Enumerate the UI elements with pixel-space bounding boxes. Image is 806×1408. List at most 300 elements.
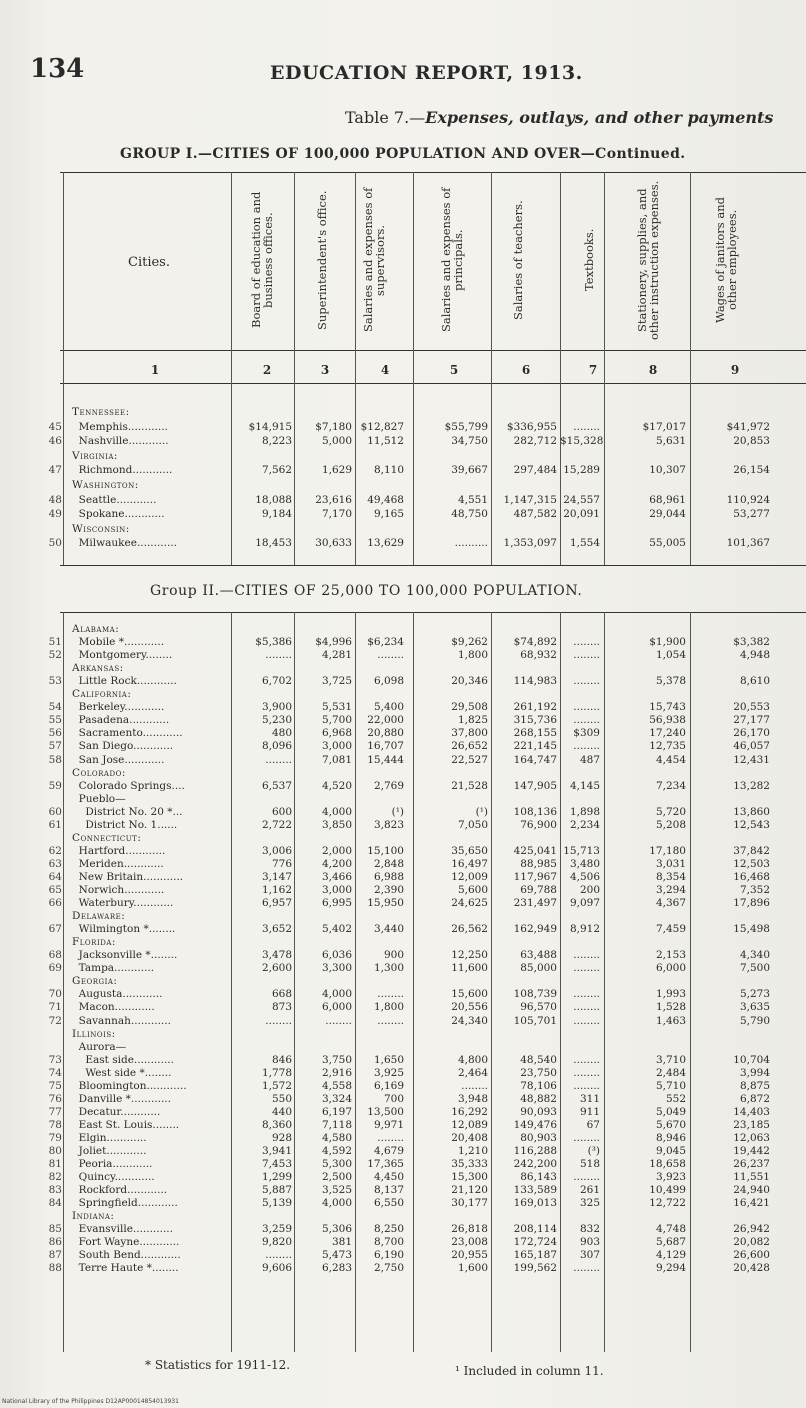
row-number: 88 — [48, 1262, 62, 1275]
city-name: Pueblo— — [72, 792, 126, 805]
cell-value: 5,306 — [321, 1223, 352, 1236]
cell-value: 12,009 — [451, 870, 488, 883]
cell-value: 9,045 — [655, 1145, 686, 1157]
city-name: Springfield............ — [72, 1197, 178, 1210]
city-name: Bloomington............ — [72, 1079, 187, 1092]
table-row — [0, 805, 806, 819]
table-row — [0, 961, 806, 975]
row-number: 55 — [48, 714, 62, 727]
cell-value: 86,143 — [520, 1171, 557, 1184]
column-number: 1 — [150, 363, 160, 377]
cell-value: $336,955 — [506, 420, 557, 433]
cell-value: 1,300 — [373, 962, 404, 975]
cell-value: 7,081 — [321, 753, 352, 766]
cell-value: 3,478 — [261, 949, 292, 962]
column-number: 6 — [521, 363, 531, 377]
city-name: Peoria............ — [72, 1158, 153, 1171]
row-number: 65 — [48, 884, 62, 896]
cell-value: 4,592 — [321, 1145, 352, 1157]
city-name: Rockford............ — [72, 1184, 168, 1197]
cell-value: 9,820 — [261, 1236, 292, 1249]
cell-value: 88,985 — [520, 857, 557, 870]
cell-value: 3,725 — [321, 675, 352, 688]
table-row — [0, 1053, 806, 1067]
cell-value: 17,180 — [649, 844, 686, 857]
table-row — [0, 987, 806, 1001]
cell-value: 3,006 — [261, 844, 292, 857]
table-row — [0, 1131, 806, 1145]
cell-value: 117,967 — [513, 870, 557, 883]
group2-title: Group II.—CITIES OF 25,000 TO 100,000 POPULATION. — [150, 583, 583, 599]
table-row — [0, 493, 806, 507]
cell-value: 7,500 — [739, 962, 770, 975]
cell-value: 26,562 — [451, 923, 488, 936]
city-name: South Bend............ — [72, 1249, 181, 1262]
city-name: Berkeley............ — [72, 701, 165, 714]
row-number: 49 — [48, 508, 62, 521]
cell-value: 9,097 — [569, 897, 600, 910]
cell-value: 23,185 — [733, 1118, 770, 1131]
cell-value: 9,294 — [655, 1262, 686, 1275]
cell-value: 550 — [271, 1092, 292, 1105]
cell-value: 35,650 — [451, 844, 488, 857]
cell-value: 440 — [271, 1105, 292, 1118]
cell-value: 6,550 — [373, 1197, 404, 1210]
cell-value: 381 — [331, 1236, 352, 1249]
column-number: 2 — [262, 363, 272, 377]
cell-value: 15,300 — [451, 1171, 488, 1184]
cell-value: 5,378 — [655, 675, 686, 688]
cell-value: 147,905 — [513, 779, 557, 792]
cell-value: 7,050 — [457, 818, 488, 831]
city-name: Joliet............ — [72, 1145, 147, 1157]
cell-value: 3,652 — [261, 923, 292, 936]
cell-value: 4,000 — [321, 805, 352, 818]
cell-value: 307 — [579, 1249, 600, 1262]
table-row — [0, 463, 806, 477]
table-row — [0, 1092, 806, 1106]
table-row — [0, 1157, 806, 1171]
city-name: Augusta............ — [72, 988, 163, 1001]
cell-value: 425,041 — [513, 844, 557, 857]
cell-value: 3,031 — [655, 857, 686, 870]
table-row — [0, 818, 806, 832]
cell-value: (³) — [587, 1145, 600, 1157]
cell-value: 2,464 — [457, 1066, 488, 1079]
cell-value: 776 — [271, 857, 292, 870]
cell-value: 4,129 — [655, 1249, 686, 1262]
cell-value: 23,750 — [520, 1066, 557, 1079]
cell-value: $309 — [573, 727, 600, 740]
cell-value: ........ — [377, 988, 404, 1001]
cell-value: 15,444 — [367, 753, 404, 766]
cell-value: 4,450 — [373, 1171, 404, 1184]
cell-value: 8,223 — [261, 435, 292, 448]
cell-value: .......... — [454, 537, 488, 550]
column-number: 5 — [449, 363, 459, 377]
cell-value: 1,162 — [261, 884, 292, 896]
row-number: 59 — [48, 779, 62, 792]
cell-value: ........ — [265, 753, 292, 766]
cell-value: ........ — [573, 1001, 600, 1014]
cell-value: 4,454 — [655, 753, 686, 766]
table-row — [0, 726, 806, 740]
cell-value: ........ — [573, 740, 600, 753]
city-name: West side *........ — [72, 1066, 172, 1079]
cell-value: 17,240 — [649, 727, 686, 740]
cell-value: $17,017 — [642, 420, 686, 433]
cell-value: 26,154 — [733, 464, 770, 477]
cell-value: 900 — [383, 949, 404, 962]
cities-column-header: Cities. — [128, 255, 170, 270]
cell-value: 20,556 — [451, 1001, 488, 1014]
cell-value: 2,916 — [321, 1066, 352, 1079]
cell-value: 208,114 — [513, 1223, 557, 1236]
cell-value: ........ — [573, 988, 600, 1001]
table-row — [0, 420, 806, 434]
cell-value: 4,748 — [655, 1223, 686, 1236]
cell-value: 2,234 — [569, 818, 600, 831]
cell-value: 1,572 — [261, 1079, 292, 1092]
cell-value: 18,453 — [255, 537, 292, 550]
cell-value: 12,250 — [451, 949, 488, 962]
cell-value: 9,165 — [373, 508, 404, 521]
cell-value: 15,100 — [367, 844, 404, 857]
cell-value: $9,262 — [451, 636, 488, 649]
city-name: Decatur............ — [72, 1105, 161, 1118]
city-name: Aurora— — [72, 1040, 127, 1053]
cell-value: 1,554 — [569, 537, 600, 550]
cell-value: 6,098 — [373, 675, 404, 688]
city-name: Little Rock............ — [72, 675, 177, 688]
table-row — [0, 1183, 806, 1197]
cell-value: 10,307 — [649, 464, 686, 477]
cell-value: ........ — [573, 1066, 600, 1079]
table-row — [0, 648, 806, 662]
cell-value: 24,625 — [451, 897, 488, 910]
cell-value: 3,710 — [655, 1053, 686, 1066]
cell-value: 26,600 — [733, 1249, 770, 1262]
row-number: 64 — [48, 870, 62, 883]
cell-value: 487,582 — [513, 508, 557, 521]
table-row — [0, 536, 806, 550]
city-name: District No. 20 *... — [72, 805, 183, 818]
cell-value: 10,499 — [649, 1184, 686, 1197]
cell-value: 3,850 — [321, 818, 352, 831]
row-number: 80 — [48, 1145, 62, 1157]
cell-value: 48,882 — [520, 1092, 557, 1105]
cell-value: 12,722 — [649, 1197, 686, 1210]
city-name: Milwaukee............ — [72, 537, 177, 550]
cell-value: 172,724 — [513, 1236, 557, 1249]
city-name: Montgomery........ — [72, 649, 173, 662]
table-row — [0, 870, 806, 884]
table-row — [0, 674, 806, 688]
cell-value: 873 — [271, 1001, 292, 1014]
cell-value: 2,600 — [261, 962, 292, 975]
cell-value: 12,063 — [733, 1131, 770, 1144]
cell-value: 199,562 — [513, 1262, 557, 1275]
cell-value: 20,428 — [733, 1262, 770, 1275]
cell-value: 6,000 — [321, 1001, 352, 1014]
cell-value: 169,013 — [513, 1197, 557, 1210]
cell-value: 3,923 — [655, 1171, 686, 1184]
table-row — [0, 844, 806, 858]
city-name: Jacksonville *........ — [72, 949, 178, 962]
state-name: Delaware: — [72, 910, 126, 923]
cell-value: 56,938 — [649, 714, 686, 727]
cell-value: 3,294 — [655, 884, 686, 896]
cell-value: 3,900 — [261, 701, 292, 714]
cell-value: 5,531 — [321, 701, 352, 714]
cell-value: 1,353,097 — [503, 537, 557, 550]
cell-value: 6,197 — [321, 1105, 352, 1118]
cell-value: 22,527 — [451, 753, 488, 766]
col-header-textbooks: Textbooks. — [582, 228, 596, 292]
cell-value: 35,333 — [451, 1158, 488, 1171]
cell-value: 17,365 — [367, 1158, 404, 1171]
cell-value: 7,453 — [261, 1158, 292, 1171]
cell-value: 3,994 — [739, 1066, 770, 1079]
city-name: Wilmington *........ — [72, 923, 176, 936]
column-number: 3 — [320, 363, 330, 377]
row-number: 48 — [48, 493, 62, 506]
state-name: Indiana: — [72, 1210, 115, 1223]
cell-value: 96,570 — [520, 1001, 557, 1014]
row-number: 82 — [48, 1171, 62, 1184]
cell-value: 668 — [271, 988, 292, 1001]
cell-value: 6,872 — [739, 1092, 770, 1105]
state-heading-row — [0, 522, 806, 536]
state-name: Arkansas: — [72, 662, 124, 675]
cell-value: 4,145 — [569, 779, 600, 792]
table-row — [0, 1014, 806, 1028]
cell-value: 9,184 — [261, 508, 292, 521]
cell-value: ........ — [573, 675, 600, 688]
cell-value: 15,498 — [733, 923, 770, 936]
cell-value: 4,520 — [321, 779, 352, 792]
cell-value: 69,788 — [520, 884, 557, 896]
cell-value: 21,120 — [451, 1184, 488, 1197]
cell-value: 80,903 — [520, 1131, 557, 1144]
cell-value: ........ — [573, 1171, 600, 1184]
table-caption — [345, 108, 773, 127]
cell-value: 149,476 — [513, 1118, 557, 1131]
table-row — [0, 1079, 806, 1093]
city-name: San Jose............ — [72, 753, 165, 766]
cell-value: $1,900 — [649, 636, 686, 649]
cell-value: 5,687 — [655, 1236, 686, 1249]
cell-value: 26,170 — [733, 727, 770, 740]
cell-value: 2,722 — [261, 818, 292, 831]
cell-value: 1,528 — [655, 1001, 686, 1014]
table-row — [0, 883, 806, 897]
cell-value: $15,328 — [560, 435, 604, 448]
cell-value: 116,288 — [513, 1145, 557, 1157]
cell-value: 8,096 — [261, 740, 292, 753]
cell-value: 49,468 — [367, 493, 404, 506]
cell-value: 8,354 — [655, 870, 686, 883]
col-header-supervisors: Salaries and expenses of supervisors. — [361, 187, 387, 333]
cell-value: 3,823 — [373, 818, 404, 831]
cell-value: 700 — [383, 1092, 404, 1105]
cell-value: 2,000 — [321, 844, 352, 857]
cell-value: 162,949 — [513, 923, 557, 936]
cell-value: ........ — [377, 1131, 404, 1144]
row-number: 84 — [48, 1197, 62, 1210]
cell-value: 2,484 — [655, 1066, 686, 1079]
state-name: Connecticut: — [72, 831, 142, 844]
cell-value: 282,712 — [513, 435, 557, 448]
table-row — [0, 1118, 806, 1132]
cell-value: ........ — [265, 1249, 292, 1262]
city-name: San Diego............ — [72, 740, 174, 753]
state-name: Tennessee: — [72, 406, 130, 418]
cell-value: 20,408 — [451, 1131, 488, 1144]
col-header-stationery: Stationery, supplies, and other instruction expenses. — [635, 180, 661, 340]
row-number: 52 — [48, 649, 62, 662]
col-header-superintendent: Superintendent's office. — [315, 190, 329, 330]
col-header-board: Board of education and business offices. — [249, 191, 275, 329]
cell-value: 15,289 — [563, 464, 600, 477]
city-name: Spokane............ — [72, 508, 165, 521]
cell-value: 11,551 — [733, 1171, 770, 1184]
column-number: 9 — [730, 363, 740, 377]
cell-value: ........ — [573, 420, 600, 433]
cell-value: 6,169 — [373, 1079, 404, 1092]
cell-value: 21,528 — [451, 779, 488, 792]
table-row — [0, 1105, 806, 1119]
cell-value: ........ — [573, 1053, 600, 1066]
cell-value: 5,208 — [655, 818, 686, 831]
city-name: Norwich............ — [72, 884, 165, 896]
cell-value: 15,600 — [451, 988, 488, 1001]
cell-value: 18,658 — [649, 1158, 686, 1171]
cell-value: ........ — [573, 1262, 600, 1275]
table-row — [0, 1066, 806, 1080]
group1-title: GROUP I.—CITIES OF 100,000 POPULATION AND OVER—Continued. — [120, 146, 686, 162]
cell-value: 6,995 — [321, 897, 352, 910]
cell-value: 55,005 — [649, 537, 686, 550]
table-row — [0, 1040, 806, 1054]
cell-value: 37,842 — [733, 844, 770, 857]
cell-value: 8,250 — [373, 1223, 404, 1236]
table-row — [0, 753, 806, 767]
table-row — [0, 1261, 806, 1275]
cell-value: 4,506 — [569, 870, 600, 883]
cell-value: 5,402 — [321, 923, 352, 936]
row-number: 83 — [48, 1184, 62, 1197]
cell-value: 3,259 — [261, 1223, 292, 1236]
city-name: Mobile *............ — [72, 636, 165, 649]
cell-value: 3,000 — [321, 740, 352, 753]
cell-value: 16,468 — [733, 870, 770, 883]
cell-value: 26,942 — [733, 1223, 770, 1236]
cell-value: 22,000 — [367, 714, 404, 727]
cell-value: 12,503 — [733, 857, 770, 870]
running-head: EDUCATION REPORT, 1913. — [270, 62, 583, 84]
cell-value: 832 — [579, 1223, 600, 1236]
cell-value: ........ — [573, 1131, 600, 1144]
cell-value: 12,089 — [451, 1118, 488, 1131]
row-number: 79 — [48, 1131, 62, 1144]
cell-value: 5,139 — [261, 1197, 292, 1210]
city-name: Evansville............ — [72, 1223, 173, 1236]
cell-value: 1,054 — [655, 649, 686, 662]
state-name: Illinois: — [72, 1027, 116, 1040]
row-number: 87 — [48, 1249, 62, 1262]
state-name: Virginia: — [72, 449, 118, 462]
cell-value: 26,237 — [733, 1158, 770, 1171]
cell-value: 26,652 — [451, 740, 488, 753]
row-number: 58 — [48, 753, 62, 766]
col-header-principals: Salaries and expenses of principals. — [439, 187, 465, 333]
row-number: 73 — [48, 1053, 62, 1066]
row-number: 72 — [48, 1014, 62, 1027]
table-row — [0, 700, 806, 714]
state-name: California: — [72, 688, 132, 701]
cell-value: 3,480 — [569, 857, 600, 870]
cell-value: 13,860 — [733, 805, 770, 818]
state-heading-row — [0, 687, 806, 701]
cell-value: 231,497 — [513, 897, 557, 910]
cell-value: 4,551 — [457, 493, 488, 506]
cell-value: 5,631 — [655, 435, 686, 448]
row-number: 78 — [48, 1118, 62, 1131]
scan-stamp: National Library of the Philippines D12AP00014854013931 — [2, 1398, 179, 1405]
table-row — [0, 434, 806, 448]
row-number: 63 — [48, 857, 62, 870]
cell-value: 26,818 — [451, 1223, 488, 1236]
cell-value: 5,273 — [739, 988, 770, 1001]
cell-value: 20,853 — [733, 435, 770, 448]
cell-value: $6,234 — [367, 636, 404, 649]
city-name: New Britain............ — [72, 870, 184, 883]
cell-value: 5,400 — [373, 701, 404, 714]
cell-value: 7,562 — [261, 464, 292, 477]
cell-value: 5,670 — [655, 1118, 686, 1131]
cell-value: 20,082 — [733, 1236, 770, 1249]
cell-value: 1,463 — [655, 1014, 686, 1027]
cell-value: ........ — [573, 714, 600, 727]
cell-value: ........ — [573, 949, 600, 962]
cell-value: 297,484 — [513, 464, 557, 477]
cell-value: ........ — [573, 1079, 600, 1092]
cell-value: 5,473 — [321, 1249, 352, 1262]
cell-value: 48,540 — [520, 1053, 557, 1066]
cell-value: 85,000 — [520, 962, 557, 975]
cell-value: 911 — [579, 1105, 600, 1118]
cell-value: 1,800 — [373, 1001, 404, 1014]
cell-value: 16,707 — [367, 740, 404, 753]
cell-value: 518 — [579, 1158, 600, 1171]
state-heading-row — [0, 405, 806, 419]
city-name: Nashville............ — [72, 435, 169, 448]
column-number: 8 — [648, 363, 658, 377]
cell-value: 27,177 — [733, 714, 770, 727]
table-row — [0, 1000, 806, 1014]
state-name: Florida: — [72, 936, 116, 949]
cell-value: 1,210 — [457, 1145, 488, 1157]
cell-value: 3,948 — [457, 1092, 488, 1105]
city-name: Fort Wayne............ — [72, 1236, 180, 1249]
cell-value: $5,386 — [255, 636, 292, 649]
cell-value: 6,537 — [261, 779, 292, 792]
cell-value: $41,972 — [726, 420, 770, 433]
table-row — [0, 792, 806, 806]
table-row — [0, 1222, 806, 1236]
cell-value: ........ — [573, 701, 600, 714]
